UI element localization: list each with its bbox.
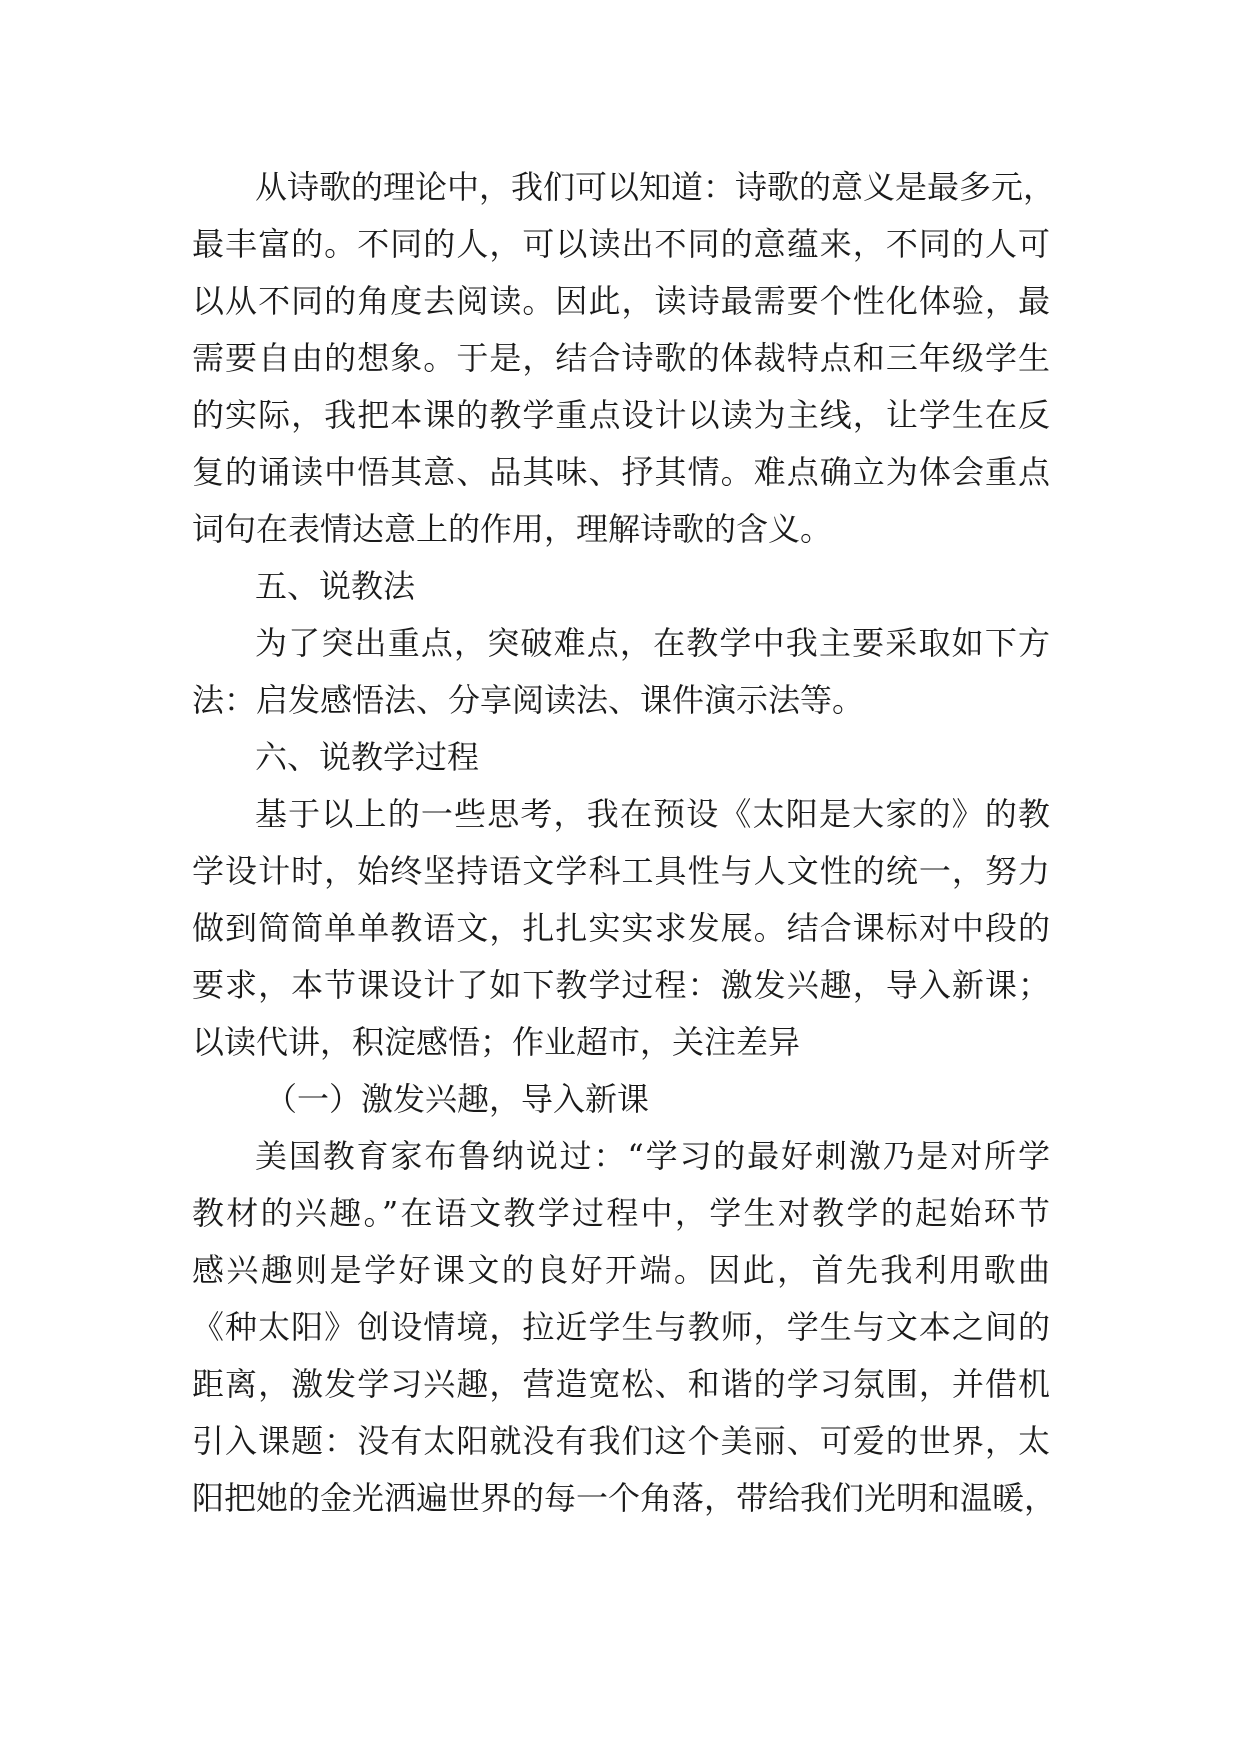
text-line: 从诗歌的理论中，我们可以知道：诗歌的意义是最多元， xyxy=(255,168,1056,206)
text-line: 感兴趣则是学好课文的良好开端。因此，首先我利用歌曲 xyxy=(192,1251,1050,1289)
text-line: 距离，激发学习兴趣，营造宽松、和谐的学习氛围，并借机 xyxy=(192,1365,1050,1403)
text-line: 阳把她的金光洒遍世界的每一个角落，带给我们光明和温暖， xyxy=(192,1479,1057,1517)
section-heading: 六、说教学过程 xyxy=(255,738,480,776)
text-line: 基于以上的一些思考，我在预设《太阳是大家的》的教 xyxy=(255,795,1050,833)
text-line: 以从不同的角度去阅读。因此，读诗最需要个性化体验，最 xyxy=(192,282,1050,320)
text-line: 教材的兴趣。”在语文教学过程中，学生对教学的起始环节 xyxy=(192,1194,1050,1232)
text-line: 以读代讲，积淀感悟；作业超市，关注差异 xyxy=(192,1023,801,1061)
text-line: 《种太阳》创设情境，拉近学生与教师，学生与文本之间的 xyxy=(192,1308,1050,1346)
text-line: 需要自由的想象。于是，结合诗歌的体裁特点和三年级学生 xyxy=(192,339,1050,377)
text-line: 法：启发感悟法、分享阅读法、课件演示法等。 xyxy=(192,681,865,719)
text-line: 复的诵读中悟其意、品其味、抒其情。难点确立为体会重点 xyxy=(192,453,1050,491)
text-line: 为了突出重点，突破难点，在教学中我主要采取如下方 xyxy=(255,624,1050,662)
text-line: 最丰富的。不同的人，可以读出不同的意蕴来，不同的人可 xyxy=(192,225,1050,263)
text-line: 学设计时，始终坚持语文学科工具性与人文性的统一，努力 xyxy=(192,852,1050,890)
text-line: 做到简简单单教语文，扎扎实实求发展。结合课标对中段的 xyxy=(192,909,1050,947)
section-heading: 五、说教法 xyxy=(255,567,416,605)
text-line: 美国教育家布鲁纳说过：“学习的最好刺激乃是对所学 xyxy=(255,1137,1050,1175)
text-line: 引入课题：没有太阳就没有我们这个美丽、可爱的世界，太 xyxy=(192,1422,1050,1460)
subsection-heading: （一）激发兴趣，导入新课 xyxy=(265,1080,650,1118)
text-line: 词句在表情达意上的作用，理解诗歌的含义。 xyxy=(192,510,833,548)
text-line: 要求，本节课设计了如下教学过程：激发兴趣，导入新课； xyxy=(192,966,1050,1004)
text-line: 的实际，我把本课的教学重点设计以读为主线，让学生在反 xyxy=(192,396,1050,434)
